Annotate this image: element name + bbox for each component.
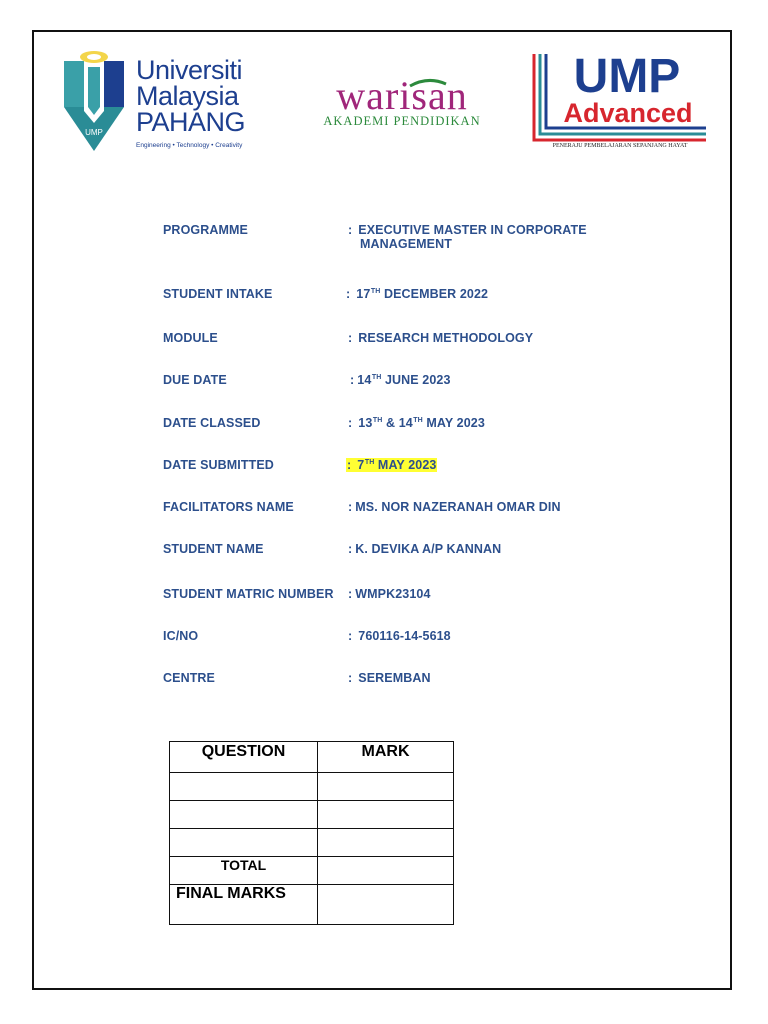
ump-word-1: Universiti <box>136 55 243 85</box>
matric-label: STUDENT MATRIC NUMBER <box>163 587 334 601</box>
ump-word-3: PAHANG <box>136 107 246 137</box>
warisan-swoosh-icon <box>408 78 448 88</box>
ump-word-2: Malaysia <box>136 81 239 111</box>
ump-wordmark <box>136 57 245 135</box>
total-label: TOTAL <box>170 857 318 885</box>
intake-value: : 17TH DECEMBER 2022 <box>346 287 489 301</box>
ump-tagline: Engineering • Technology • Creativity <box>136 142 243 149</box>
marks-header-row <box>170 742 454 773</box>
student-name-label: STUDENT NAME <box>163 542 264 556</box>
student-name-value: : K. DEVIKA A/P KANNAN <box>348 542 502 556</box>
ump-emblem-text: UMP <box>85 128 103 137</box>
date-submitted-value: : 7TH MAY 2023 <box>347 458 437 472</box>
mark-cell[interactable] <box>318 773 454 801</box>
ump-emblem-icon <box>62 47 126 155</box>
ump-advanced-bottom-text: Advanced <box>563 98 693 128</box>
warisan-logo <box>296 73 508 130</box>
question-cell[interactable] <box>170 801 318 829</box>
total-mark-cell[interactable] <box>318 857 454 885</box>
date-submitted-label: DATE SUBMITTED <box>163 458 274 472</box>
module-value: : RESEARCH METHODOLOGY <box>348 331 534 345</box>
mark-cell[interactable] <box>318 801 454 829</box>
warisan-subtitle: AKADEMI PENDIDIKAN <box>323 114 481 128</box>
module-label: MODULE <box>163 331 218 345</box>
centre-label: CENTRE <box>163 671 215 685</box>
ump-advanced-mark <box>532 50 708 142</box>
programme-value: : EXECUTIVE MASTER IN CORPORATE MANAGEMENT <box>348 223 587 251</box>
warisan-word: warisan <box>336 73 468 118</box>
mark-header: MARK <box>318 742 454 773</box>
matric-value: : WMPK23104 <box>348 587 431 601</box>
marks-total-row <box>170 857 454 885</box>
date-classed-label: DATE CLASSED <box>163 416 261 430</box>
facilitator-value: : MS. NOR NAZERANAH OMAR DIN <box>348 500 561 514</box>
final-marks-label: FINAL MARKS <box>170 885 318 925</box>
marks-row <box>170 773 454 801</box>
ump-logo <box>62 47 262 155</box>
mark-cell[interactable] <box>318 829 454 857</box>
ump-advanced-top-text: UMP <box>573 50 681 103</box>
date-classed-value: : 13TH & 14TH MAY 2023 <box>348 416 485 430</box>
marks-table <box>169 741 454 925</box>
facilitator-label: FACILITATORS NAME <box>163 500 294 514</box>
final-mark-cell[interactable] <box>318 885 454 925</box>
marks-row <box>170 829 454 857</box>
intake-label: STUDENT INTAKE <box>163 287 273 301</box>
ic-label: IC/NO <box>163 629 199 643</box>
marks-row <box>170 801 454 829</box>
question-cell[interactable] <box>170 829 318 857</box>
marks-final-row <box>170 885 454 925</box>
due-date-value: : 14TH JUNE 2023 <box>350 373 451 387</box>
ump-advanced-tagline: PENERAJU PEMBELAJARAN SEPANJANG HAYAT <box>552 143 688 149</box>
centre-value: : SEREMBAN <box>348 671 431 685</box>
ump-advanced-logo <box>532 50 708 156</box>
programme-label: PROGRAMME <box>163 223 248 237</box>
question-cell[interactable] <box>170 773 318 801</box>
ic-value: : 760116-14-5618 <box>348 629 451 643</box>
question-header: QUESTION <box>170 742 318 773</box>
due-date-label: DUE DATE <box>163 373 227 387</box>
